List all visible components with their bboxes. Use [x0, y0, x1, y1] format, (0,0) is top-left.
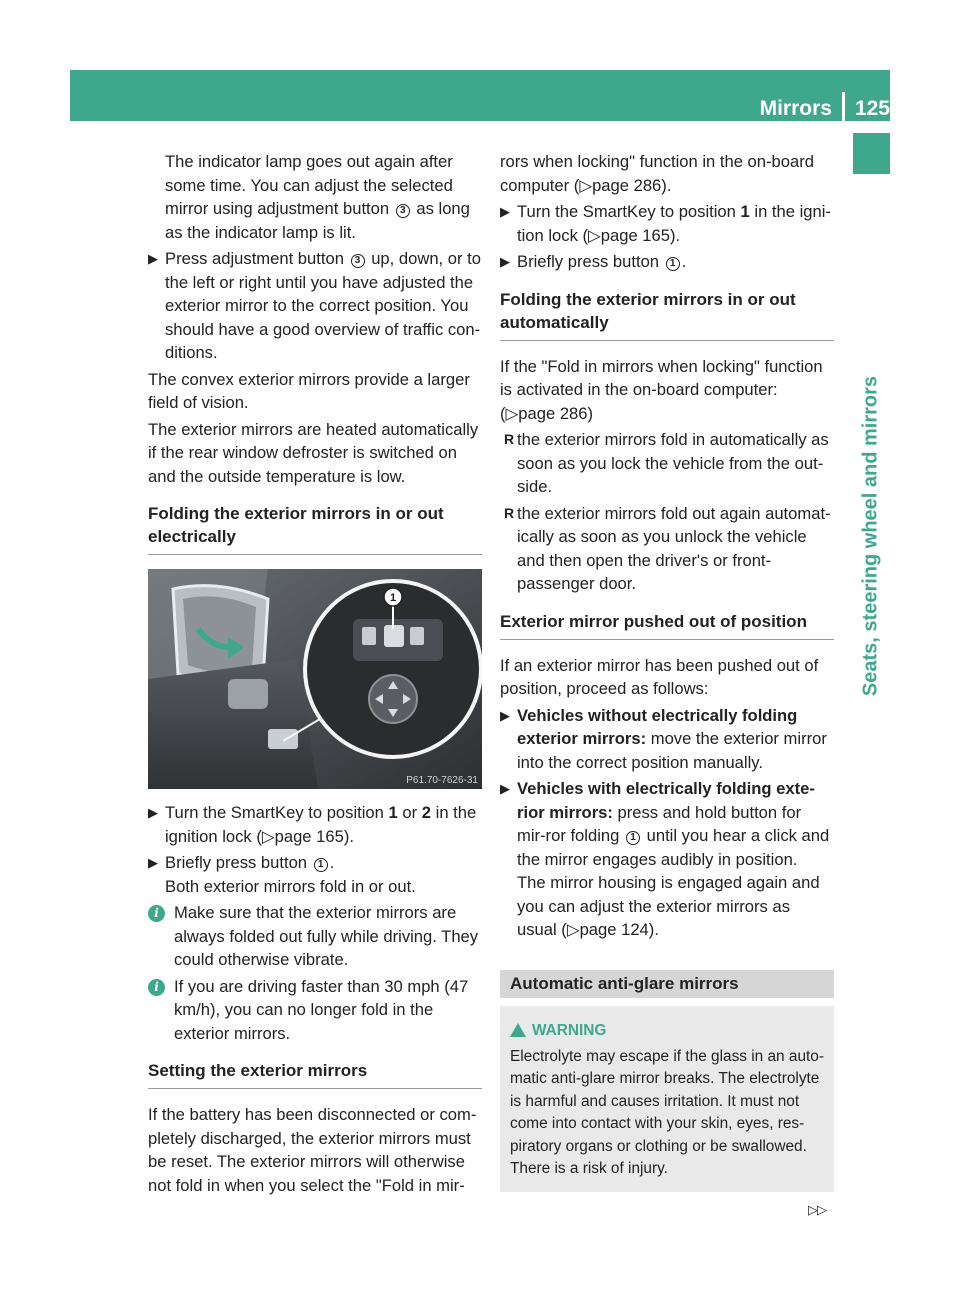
step-press-adjustment: ▶ Press adjustment button 3 up, down, or to the left or right until you have adjusted the exterior mirror to the correct position. You should have a good overview of traffic con-ditions. [148, 249, 481, 362]
mirror-control-illustration [148, 569, 482, 789]
callout-1: 1 [389, 592, 397, 604]
bullet-fold-in: R the exterior mirrors fold in automatically as soon as you lock the vehicle from the out-side. [504, 430, 829, 496]
step-press-button-1: ▶ Briefly press button 1 . Both exterior mirrors fold in or out. [148, 853, 416, 896]
bullet-fold-out: R the exterior mirrors fold out again automat-ically as soon as you unlock the vehicle and then open the driver's or front-passenger door. [504, 503, 831, 593]
step-without-folding: ▶ Vehicles without electrically folding exterior mirrors: move the exterior mirror into the correct position manually. [500, 705, 827, 772]
step-with-folding: ▶ Vehicles with electrically folding exte-rior mirrors: press and hold button for mir-ror folding 1 until you hear a click and the mirror engages audibly in position. The mirror housing is engaged again and you can adjust the exterior mirrors as usual (▷page 124). [500, 779, 830, 939]
side-tab-marker [853, 133, 890, 174]
warning-icon [510, 1023, 526, 1037]
section-title: Mirrors [759, 97, 832, 120]
step-press-button-1: ▶ Briefly press button 1 . [500, 252, 687, 271]
info-note-folded: i Make sure that the exterior mirrors are always folded out fully while driving. They could otherwise vibrate. [148, 901, 482, 972]
side-tab-label: Seats, steering wheel and mirrors [859, 375, 882, 697]
figure-code: P61.70-7626-31 [406, 775, 478, 786]
continued-icon: ▷▷ [808, 1202, 826, 1217]
step-arrow-icon: ▶ [148, 251, 158, 266]
paragraph-heated: The exterior mirrors are heated automatically if the rear window defroster is switched on and the outside temperature is low. [148, 419, 479, 486]
page-ref-icon: ▷ [261, 826, 275, 846]
heading-fold-electrically: Folding the exterior mirrors in or out electrically [148, 502, 482, 555]
paragraph-pushed-out: If an exterior mirror has been pushed out of position, proceed as follows: [500, 655, 819, 698]
heading-setting-mirrors: Setting the exterior mirrors [148, 1059, 482, 1089]
button-3-symbol: 3 [396, 204, 410, 218]
section-title-anti-glare: Automatic anti-glare mirrors [500, 970, 834, 998]
button-1-symbol: 1 [314, 858, 328, 872]
paragraph-convex: The convex exterior mirrors provide a larger field of vision. [148, 369, 470, 412]
paragraph-continued: rors when locking" function in the on-board computer (▷page 286). [500, 152, 814, 195]
right-column [500, 150, 834, 1192]
warning-title: WARNING [510, 1020, 824, 1042]
button-3-symbol: 3 [351, 254, 365, 268]
intro-paragraph: The indicator lamp goes out again after some time. You can adjust the selected mirror using adjustment button 3 as long as the indicator lamp is lit. [165, 152, 470, 242]
heading-pushed-out: Exterior mirror pushed out of position [500, 610, 834, 640]
mirror-control-figure [148, 569, 482, 789]
heading-fold-automatically: Folding the exterior mirrors in or out automatically [500, 288, 834, 341]
header-title [690, 92, 890, 122]
page-number: 125 [854, 97, 890, 120]
info-icon: i [148, 979, 165, 996]
info-icon: i [148, 905, 165, 922]
info-note-speed: i If you are driving faster than 30 mph (47 km/h), you can no longer fold in the exterior mirrors. [148, 975, 482, 1046]
paragraph-fold-function: If the "Fold in mirrors when locking" function is activated in the on-board computer: (▷page 286) [500, 356, 823, 423]
step-turn-smartkey-1: ▶ Turn the SmartKey to position 1 in the igni-tion lock (▷page 165). [500, 202, 831, 245]
warning-box [500, 1006, 834, 1193]
paragraph-battery-reset: If the battery has been disconnected or com-pletely discharged, the exterior mirrors must be reset. The exterior mirrors will otherwise not fold in when you select the "Fold in mir- [148, 1105, 477, 1195]
step-turn-smartkey: ▶ Turn the SmartKey to position 1 or 2 in the ignition lock (▷page 165). [148, 803, 477, 846]
warning-text: Electrolyte may escape if the glass in an auto-matic anti-glare mirror breaks. The electrolyte is harmful and causes irritation. It must not come into contact with your skin, eyes, res-piratory organs or clothing or be swallowed. There is a risk of injury. [510, 1047, 824, 1177]
left-column [148, 150, 482, 1200]
header-separator [842, 92, 845, 122]
